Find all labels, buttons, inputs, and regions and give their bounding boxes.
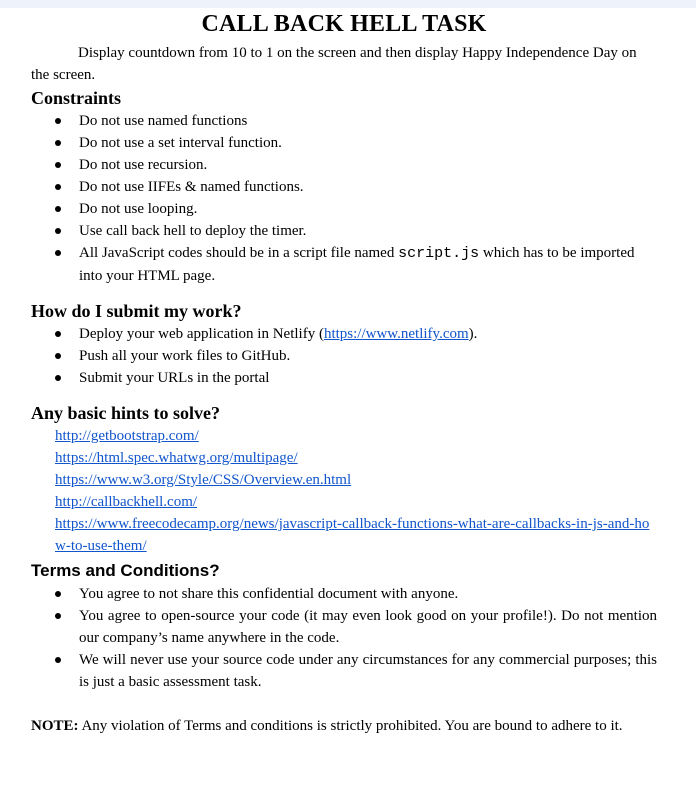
netlify-link[interactable]: https://www.netlify.com: [323, 326, 469, 342]
script-filename: script.js: [398, 245, 480, 262]
callbackhell-link[interactable]: http://callbackhell.com/: [55, 494, 198, 510]
constraints-heading: Constraints: [31, 88, 122, 108]
bullet-icon: [55, 375, 61, 381]
hints-heading: Any basic hints to solve?: [31, 403, 221, 423]
bullet-icon: [55, 657, 61, 663]
bullet-icon: [55, 162, 61, 168]
bullet-icon: [55, 250, 61, 256]
list-item: Push all your work files to GitHub.: [31, 345, 657, 367]
list-item: We will never use your source code under any circumstances for any commercial purposes; this is just a basic assessment task.: [31, 649, 657, 693]
bullet-icon: [55, 228, 61, 234]
terms-heading: Terms and Conditions?: [31, 561, 220, 580]
list-item: Deploy your web application in Netlify (https://www.netlify.com).: [31, 323, 657, 345]
document-page: [31, 8, 657, 737]
list-item: Use call back hell to deploy the timer.: [31, 220, 657, 242]
bullet-icon: [55, 591, 61, 597]
list-item: Do not use looping.: [31, 198, 657, 220]
whatwg-link[interactable]: https://html.spec.whatwg.org/multipage/: [55, 450, 298, 466]
list-item: Submit your URLs in the portal: [31, 367, 657, 389]
hints-links: [31, 425, 657, 557]
constraints-list: [31, 110, 657, 287]
page-title: CALL BACK HELL TASK: [201, 11, 487, 37]
terms-list: [31, 583, 657, 693]
bullet-icon: [55, 118, 61, 124]
list-item: All JavaScript codes should be in a script file named script.js which has to be imported into your HTML page.: [31, 242, 657, 287]
note-paragraph: NOTE: Any violation of Terms and conditions is strictly prohibited. You are bound to adhere to it.: [31, 718, 623, 734]
list-item: Do not use recursion.: [31, 154, 657, 176]
note-label: NOTE:: [31, 718, 79, 734]
list-item: Do not use named functions: [31, 110, 657, 132]
bullet-icon: [55, 613, 61, 619]
submit-list: [31, 323, 657, 389]
intro-paragraph: Display countdown from 10 to 1 on the screen and then display Happy Independence Day on the screen.: [31, 45, 637, 83]
list-item: Do not use IIFEs & named functions.: [31, 176, 657, 198]
bullet-icon: [55, 206, 61, 212]
bootstrap-link[interactable]: http://getbootstrap.com/: [55, 428, 199, 444]
bullet-icon: [55, 331, 61, 337]
bullet-icon: [55, 140, 61, 146]
bullet-icon: [55, 353, 61, 359]
list-item: You agree to not share this confidential document with anyone.: [31, 583, 657, 605]
w3-css-link[interactable]: https://www.w3.org/Style/CSS/Overview.en.html: [55, 472, 352, 488]
top-bar: [0, 0, 696, 8]
list-item: Do not use a set interval function.: [31, 132, 657, 154]
list-item: You agree to open-source your code (it may even look good on your profile!). Do not mention our company’s name anywhere in the code.: [31, 605, 657, 649]
submit-heading: How do I submit my work?: [31, 301, 242, 321]
bullet-icon: [55, 184, 61, 190]
freecodecamp-link[interactable]: https://www.freecodecamp.org/news/javascript-callback-functions-what-are-callbacks-in-js-and-how-to-use-them/: [55, 516, 650, 554]
